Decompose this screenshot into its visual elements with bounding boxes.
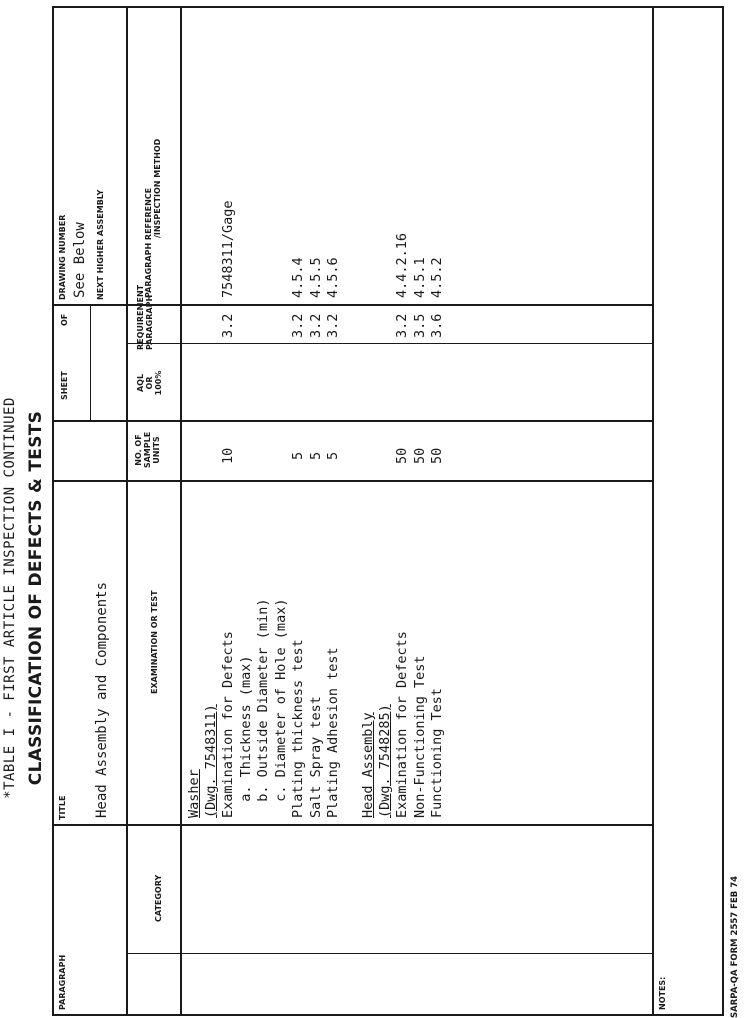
drawing-number-label: DRAWING NUMBER [58, 214, 67, 300]
exam-row: Salt Spray test [308, 696, 324, 818]
requirement-cell: 3.2 [394, 313, 410, 338]
sample-units-cell: 5 [325, 451, 341, 460]
exam-row: a. Thickness (max) [238, 655, 254, 818]
notes-divider [652, 8, 654, 1014]
form-id: SARPA-QA FORM 2557 FEB 74 [730, 875, 740, 1018]
reference-cell: 4.4.2.16 [394, 232, 410, 298]
sheet-label: SHEET [60, 371, 69, 400]
sample-units-cell: 10 [220, 447, 236, 464]
of-label: OF [60, 313, 69, 326]
title-value: Head Assembly and Components [94, 581, 110, 818]
reference-cell: 4.5.1 [412, 257, 428, 298]
col-rule-2 [54, 480, 654, 482]
sample-units-cell: 50 [412, 447, 428, 464]
head-assembly-dwg: (Dwg. 7548285) [377, 704, 393, 818]
reference-cell: 4.5.2 [429, 257, 445, 298]
reference-cell: 7548311/Gage [220, 200, 236, 298]
examination-header: EXAMINATION OR TEST [150, 590, 159, 694]
sample-units-cell: 50 [429, 447, 445, 464]
reference-cell: 4.5.6 [325, 257, 341, 298]
requirement-cell: 3.2 [308, 313, 324, 338]
exam-row: c. Diameter of Hole (max) [273, 598, 289, 818]
category-header: CATEGORY [154, 874, 163, 922]
col-rule-aql [126, 343, 654, 344]
exam-row: Plating Adhesion test [325, 647, 341, 818]
reference-cell: 4.5.4 [290, 257, 306, 298]
exam-row: Examination for Defects [394, 631, 410, 818]
title-label: TITLE [58, 795, 67, 820]
washer-dwg: (Dwg. 7548311) [203, 704, 219, 818]
aql-header: AQL OR 100% [136, 370, 163, 396]
requirement-header: REQUIREMENT PARAGRAPH [136, 284, 154, 350]
table-title: *TABLE I - FIRST ARTICLE INSPECTION CONTINUED [2, 397, 18, 799]
col-rule-3 [54, 420, 654, 422]
inspection-form [52, 6, 724, 1016]
exam-row: Functioning Test [429, 687, 445, 818]
reference-cell: 4.5.5 [308, 257, 324, 298]
exam-row: Non-Functioning Test [412, 655, 428, 818]
next-higher-assembly-label: NEXT HIGHER ASSEMBLY [96, 189, 105, 300]
classification-title: CLASSIFICATION OF DEFECTS & TESTS [26, 410, 46, 786]
header-divider [126, 8, 128, 1014]
col-rule-1 [54, 824, 654, 826]
requirement-cell: 3.2 [290, 313, 306, 338]
sample-units-cell: 50 [394, 447, 410, 464]
exam-row: b. Outside Diameter (min) [255, 598, 271, 818]
washer-name: Washer [186, 769, 202, 818]
notes-label: NOTES: [658, 976, 667, 1010]
paragraph-label: PARAGRAPH [58, 954, 67, 1010]
sample-units-header: NO. OF SAMPLE UNITS [134, 431, 161, 469]
column-header-divider [180, 8, 182, 1014]
requirement-cell: 3.2 [325, 313, 341, 338]
next-assembly-divider [90, 306, 91, 422]
requirement-cell: 3.5 [412, 313, 428, 338]
paragraph-reference-header: PARAGRAPH REFERENCE /INSPECTION METHOD [144, 138, 162, 298]
head-assembly-name: Head Assembly [360, 712, 376, 818]
sample-units-cell: 5 [290, 451, 306, 460]
col-rule-title-left [126, 953, 654, 954]
requirement-cell: 3.6 [429, 313, 445, 338]
exam-row: Plating thickness test [290, 639, 306, 818]
requirement-cell: 3.2 [220, 313, 236, 338]
sample-units-cell: 5 [308, 451, 324, 460]
exam-row: Examination for Defects [220, 631, 236, 818]
drawing-number-value: See Below [72, 222, 88, 298]
